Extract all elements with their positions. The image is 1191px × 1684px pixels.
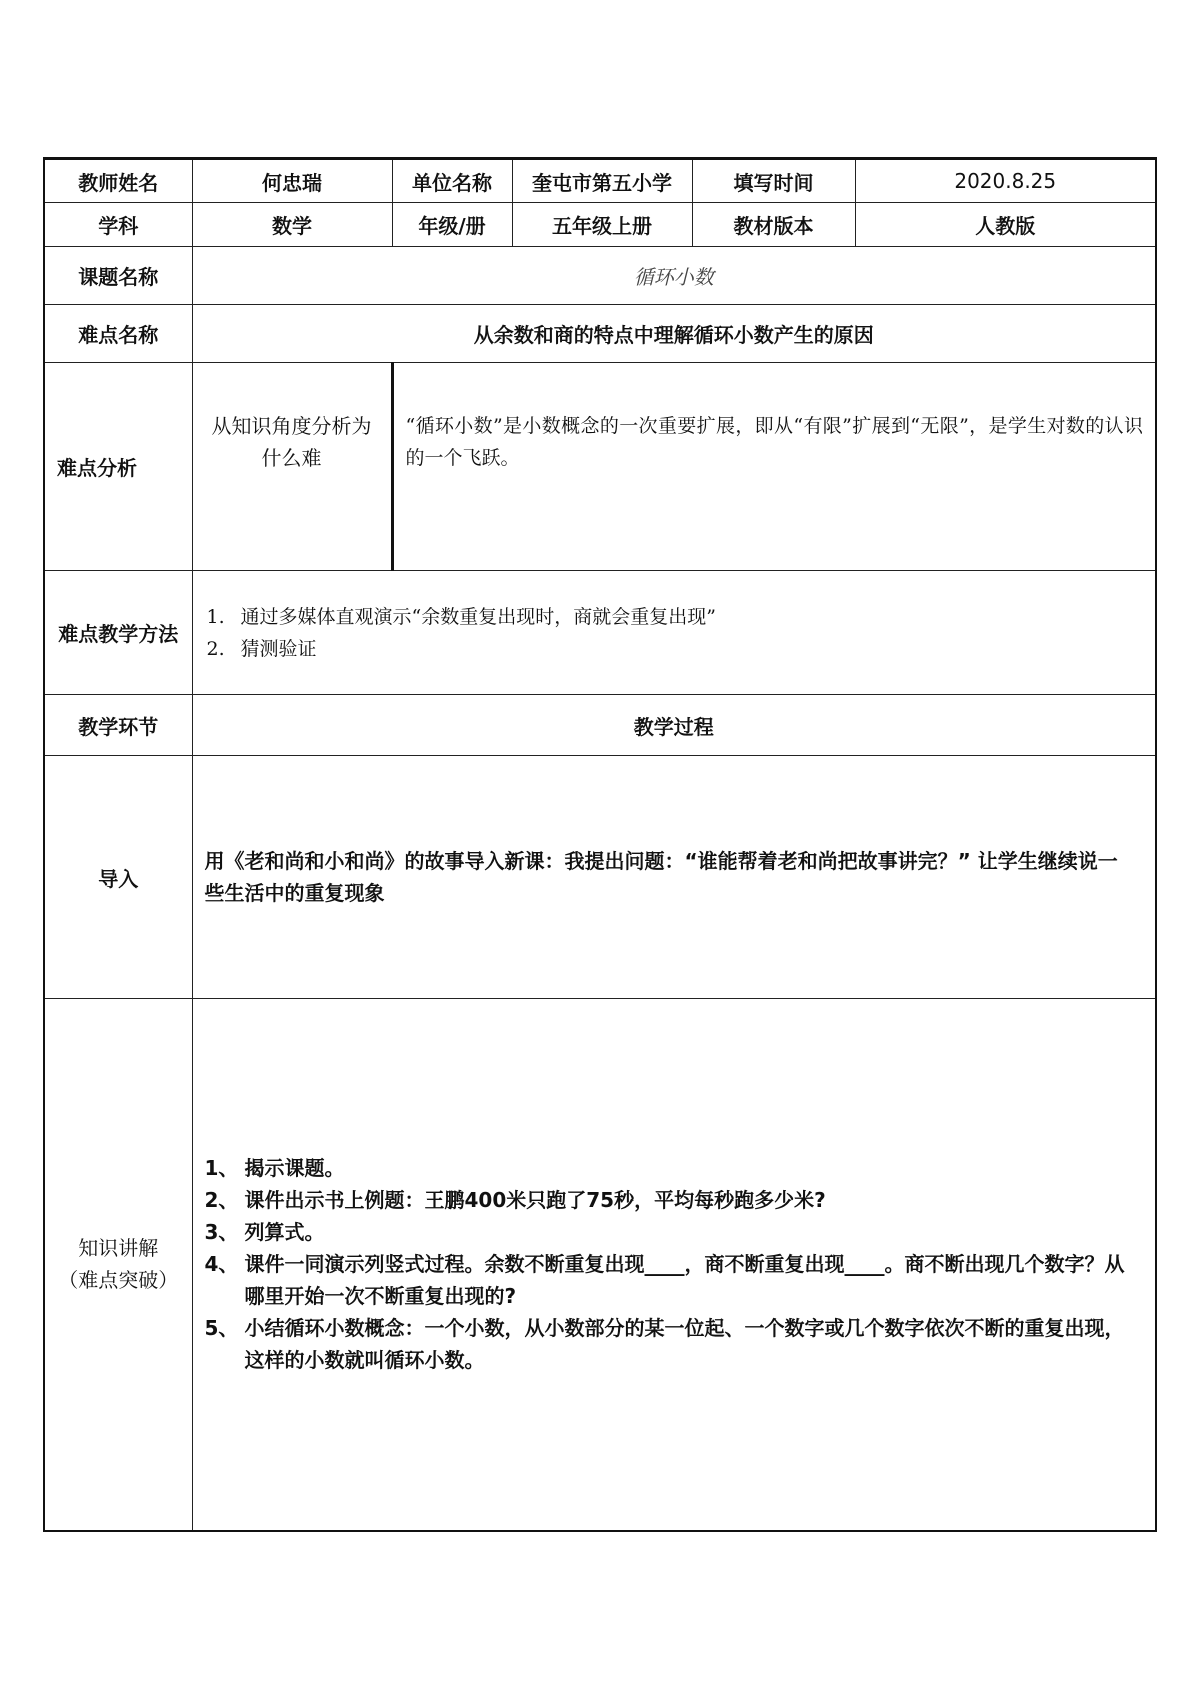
method-item-1-num: 1. [206, 605, 225, 628]
analysis-label: 难点分析 [44, 363, 192, 571]
intro-row [44, 756, 1156, 999]
analysis-row [44, 363, 1156, 571]
analysis-sub-label: 从知识角度分析为什么难 [192, 363, 392, 571]
unit-name: 奎屯市第五小学 [512, 159, 692, 203]
knowledge-item-1-num: 1、 [204, 1156, 239, 1181]
topic-value: 循环小数 [192, 247, 1156, 305]
teacher-label: 教师姓名 [44, 159, 192, 203]
knowledge-label-line2: （难点突破） [58, 1268, 179, 1293]
knowledge-label-cell [44, 999, 192, 1531]
topic-row [44, 247, 1156, 305]
topic-label: 课题名称 [44, 247, 192, 305]
edition-label: 教材版本 [692, 203, 855, 247]
analysis-text: “循环小数”是小数概念的一次重要扩展，即从“有限”扩展到“无限”，是学生对数的认识的一个飞跃。 [405, 414, 1143, 469]
teacher-name: 何忠瑞 [192, 159, 392, 203]
knowledge-item-3-num: 3、 [204, 1220, 239, 1245]
analysis-text-cell [392, 363, 1156, 571]
method-item-1-text: 通过多媒体直观演示“余数重复出现时，商就会重复出现” [240, 605, 716, 628]
knowledge-item-4-text: 课件一同演示列竖式过程。余数不断重复出现____，商不断重复出现____。商不断出现几个数字？从哪里开始一次不断重复出现的? [244, 1252, 1125, 1309]
knowledge-cell [192, 999, 1156, 1531]
knowledge-item-2-text: 课件出示书上例题：王鹏400米只跑了75秒，平均每秒跑多少米? [244, 1188, 826, 1213]
knowledge-item-5-text: 小结循环小数概念：一个小数，从小数部分的某一位起、一个数字或几个数字依次不断的重复出现，这样的小数就叫循环小数。 [244, 1316, 1125, 1373]
knowledge-item-3-text: 列算式。 [244, 1220, 325, 1245]
process-label: 教学环节 [44, 695, 192, 756]
subject-value: 数学 [192, 203, 392, 247]
grade-label: 年级/册 [392, 203, 512, 247]
knowledge-list [193, 1152, 1156, 1376]
knowledge-item-2-num: 2、 [204, 1188, 239, 1213]
difficulty-value: 从余数和商的特点中理解循环小数产生的原因 [192, 305, 1156, 363]
unit-label: 单位名称 [392, 159, 512, 203]
edition-value: 人教版 [855, 203, 1156, 247]
list-item [205, 1184, 1136, 1216]
method-list [193, 601, 1156, 665]
difficulty-label: 难点名称 [44, 305, 192, 363]
list-item [205, 1152, 1136, 1184]
knowledge-item-1-text: 揭示课题。 [244, 1156, 345, 1181]
date-label: 填写时间 [692, 159, 855, 203]
process-value: 教学过程 [192, 695, 1156, 756]
method-item-2-num: 2. [206, 637, 225, 660]
date-value: 2020.8.25 [855, 159, 1156, 203]
method-item-2-text: 猜测验证 [240, 637, 317, 660]
list-item [207, 633, 1156, 665]
intro-cell [192, 756, 1156, 999]
grade-value: 五年级上册 [512, 203, 692, 247]
knowledge-item-4-num: 4、 [204, 1252, 239, 1277]
lesson-plan-table [43, 157, 1157, 1532]
knowledge-row [44, 999, 1156, 1531]
list-item [207, 601, 1156, 633]
intro-label: 导入 [44, 756, 192, 999]
method-cell [192, 571, 1156, 695]
method-row [44, 571, 1156, 695]
header-row-1 [44, 159, 1156, 203]
subject-label: 学科 [44, 203, 192, 247]
list-item [205, 1312, 1136, 1376]
intro-text: 用《老和尚和小和尚》的故事导入新课：我提出问题：“谁能帮着老和尚把故事讲完？” 让学生继续说一些生活中的重复现象 [204, 849, 1118, 905]
method-label: 难点教学方法 [44, 571, 192, 695]
list-item [205, 1216, 1136, 1248]
knowledge-label-line1: 知识讲解 [78, 1236, 159, 1261]
list-item [205, 1248, 1136, 1312]
header-row-2 [44, 203, 1156, 247]
process-header-row [44, 695, 1156, 756]
difficulty-row [44, 305, 1156, 363]
knowledge-item-5-num: 5、 [204, 1316, 239, 1341]
